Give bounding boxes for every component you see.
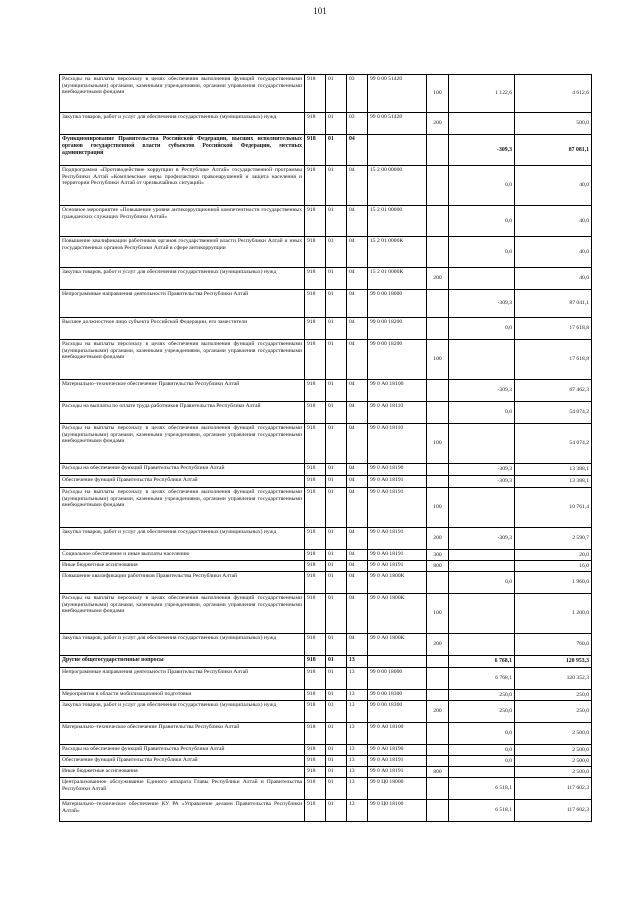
amount-total: 2 500,0 xyxy=(515,767,592,778)
row-name: Другие общегосударственные вопросы xyxy=(60,656,305,668)
target-article-code: 99 0 А0 18191 xyxy=(368,767,427,778)
amount-total: 17 618,8 xyxy=(515,340,592,380)
row-name: Повышение квалификации работников органов государственной власти Республики Алтай и иных государственных органов Республики Алтай в сфере антикоррупции xyxy=(60,237,305,268)
subsection-code: 04 xyxy=(347,528,368,550)
row-name: Материально–техническое обеспечение КУ РА «Управление делами Правительства Республики Алтай» xyxy=(60,800,305,822)
amount-total: 1 960,0 xyxy=(515,572,592,594)
expense-type-code: 100 xyxy=(427,75,449,113)
table-row xyxy=(60,561,592,572)
expense-type-code: 800 xyxy=(427,767,449,778)
subsection-code: 04 xyxy=(347,268,368,290)
subsection-code: 04 xyxy=(347,594,368,634)
row-name: Расходы на выплаты персоналу в целях обеспечения выполнения функций государственными (муниципальными) органами, казенными учреждениями, органами управления государственными внебюджетными фондами xyxy=(60,75,305,113)
target-article-code: 99 0 Ц0 18100 xyxy=(368,800,427,822)
page-number: 101 xyxy=(313,6,327,16)
table-row xyxy=(60,237,592,268)
target-article-code: 99 0 00 18200 xyxy=(368,318,427,340)
section-code: 01 xyxy=(326,237,347,268)
table-row xyxy=(60,594,592,634)
table-row xyxy=(60,380,592,402)
expense-type-code xyxy=(427,206,449,237)
target-article-code: 99 0 А0 18191 xyxy=(368,756,427,767)
amount-change: -309,3 xyxy=(449,135,515,166)
subsection-code: 04 xyxy=(347,380,368,402)
row-name: Расходы на выплаты персоналу в целях обеспечения выполнения функций государственными (муниципальными) органами, казенными учреждениями, органами управления государственными внебюджетными фондами xyxy=(60,424,305,464)
row-name: Иные бюджетные ассигнования xyxy=(60,767,305,778)
subsection-code: 04 xyxy=(347,237,368,268)
subsection-code: 04 xyxy=(347,464,368,476)
row-name: Социальное обеспечение и иные выплаты населению xyxy=(60,550,305,561)
amount-total: 16,0 xyxy=(515,561,592,572)
row-name: Непрограммные направления деятельности Правительства Республики Алтай xyxy=(60,668,305,690)
row-name: Расходы на обеспечение функций Правительства Республики Алтай xyxy=(60,745,305,756)
amount-total: 40,0 xyxy=(515,237,592,268)
table-row xyxy=(60,464,592,476)
table-row xyxy=(60,656,592,668)
subsection-code: 04 xyxy=(347,166,368,206)
ved-code: 918 xyxy=(305,75,326,113)
ved-code: 918 xyxy=(305,528,326,550)
expense-type-code xyxy=(427,745,449,756)
expense-type-code xyxy=(427,572,449,594)
row-name: Обеспечение функций Правительства Республики Алтай xyxy=(60,476,305,488)
ved-code: 918 xyxy=(305,634,326,656)
amount-total: 40,0 xyxy=(515,166,592,206)
ved-code: 918 xyxy=(305,424,326,464)
amount-change: 0,0 xyxy=(449,402,515,424)
row-name: Подпрограмма «Противодействие коррупции в Республике Алтай» государственной программы Республики Алтай «Комплексные меры профилактики правонарушений и защита населения и территории Республики Алтай от чрезвычайных ситуаций» xyxy=(60,166,305,206)
amount-total: 250,0 xyxy=(515,701,592,723)
target-article-code: 99 0 А0 18100 xyxy=(368,723,427,745)
expense-type-code xyxy=(427,135,449,166)
target-article-code: 99 0 А0 18110 xyxy=(368,424,427,464)
amount-change: 0,0 xyxy=(449,206,515,237)
target-article-code: 99 0 А0 1800К xyxy=(368,594,427,634)
amount-total: 2 500,0 xyxy=(515,756,592,767)
subsection-code: 04 xyxy=(347,634,368,656)
expense-type-code: 100 xyxy=(427,340,449,380)
ved-code: 918 xyxy=(305,464,326,476)
amount-total: 54 074,2 xyxy=(515,424,592,464)
expense-type-code xyxy=(427,476,449,488)
subsection-code: 04 xyxy=(347,572,368,594)
row-name: Закупка товаров, работ и услуг для обеспечения государственных (муниципальных) нужд xyxy=(60,113,305,135)
expense-type-code xyxy=(427,380,449,402)
amount-total: 87 041,1 xyxy=(515,290,592,318)
table-row xyxy=(60,634,592,656)
ved-code: 918 xyxy=(305,561,326,572)
target-article-code: 99 0 00 18300 xyxy=(368,701,427,723)
section-code: 01 xyxy=(326,778,347,800)
subsection-code: 04 xyxy=(347,135,368,166)
expense-type-code xyxy=(427,756,449,767)
table-row xyxy=(60,166,592,206)
subsection-code: 13 xyxy=(347,656,368,668)
target-article-code: 99 0 00 18000 xyxy=(368,290,427,318)
amount-change xyxy=(449,561,515,572)
target-article-code: 99 0 А0 18191 xyxy=(368,476,427,488)
ved-code: 918 xyxy=(305,476,326,488)
amount-total: 40,0 xyxy=(515,206,592,237)
section-code: 01 xyxy=(326,380,347,402)
ved-code: 918 xyxy=(305,268,326,290)
amount-total: 87 081,1 xyxy=(515,135,592,166)
ved-code: 918 xyxy=(305,290,326,318)
expense-type-code xyxy=(427,166,449,206)
table-row xyxy=(60,723,592,745)
row-name: Повышение квалификации работников Правительства Республики Алтай xyxy=(60,572,305,594)
ved-code: 918 xyxy=(305,701,326,723)
section-code: 01 xyxy=(326,476,347,488)
section-code: 01 xyxy=(326,668,347,690)
amount-change: 6 518,1 xyxy=(449,800,515,822)
ved-code: 918 xyxy=(305,572,326,594)
amount-total: 40,0 xyxy=(515,268,592,290)
expense-type-code xyxy=(427,800,449,822)
target-article-code: 99 0 А0 18190 xyxy=(368,464,427,476)
expense-type-code: 100 xyxy=(427,488,449,528)
target-article-code: 15 2 01 0000К xyxy=(368,268,427,290)
amount-change: 0,0 xyxy=(449,723,515,745)
amount-total: 120 953,3 xyxy=(515,656,592,668)
section-code: 01 xyxy=(326,690,347,701)
table-row xyxy=(60,402,592,424)
row-name: Иные бюджетные ассигнования xyxy=(60,561,305,572)
target-article-code: 15 2 01 0000К xyxy=(368,237,427,268)
amount-change: 0,0 xyxy=(449,745,515,756)
expense-type-code xyxy=(427,237,449,268)
expense-type-code: 800 xyxy=(427,561,449,572)
expense-type-code xyxy=(427,318,449,340)
expense-type-code: 200 xyxy=(427,528,449,550)
ved-code: 918 xyxy=(305,668,326,690)
amount-change xyxy=(449,268,515,290)
row-name: Высшее должностное лицо субъекта Российской Федерации, его заместители xyxy=(60,318,305,340)
target-article-code: 99 0 А0 18191 xyxy=(368,561,427,572)
expense-type-code: 200 xyxy=(427,113,449,135)
expense-type-code: 200 xyxy=(427,634,449,656)
ved-code: 918 xyxy=(305,778,326,800)
table-row xyxy=(60,767,592,778)
subsection-code: 04 xyxy=(347,206,368,237)
ved-code: 918 xyxy=(305,113,326,135)
amount-total: 20,0 xyxy=(515,550,592,561)
table-row xyxy=(60,668,592,690)
ved-code: 918 xyxy=(305,550,326,561)
section-code: 01 xyxy=(326,745,347,756)
table-row xyxy=(60,75,592,113)
subsection-code: 04 xyxy=(347,488,368,528)
ved-code: 918 xyxy=(305,206,326,237)
row-name: Расходы на выплаты персоналу в целях обеспечения выполнения функций государственными (муниципальными) органами, казенными учреждениями, органами управления государственными внебюджетными фондами xyxy=(60,340,305,380)
target-article-code: 99 0 А0 18191 xyxy=(368,550,427,561)
section-code: 01 xyxy=(326,634,347,656)
subsection-code: 04 xyxy=(347,318,368,340)
ved-code: 918 xyxy=(305,723,326,745)
subsection-code: 04 xyxy=(347,561,368,572)
amount-change: 0,0 xyxy=(449,756,515,767)
target-article-code: 99 0 00 51420 xyxy=(368,113,427,135)
section-code: 01 xyxy=(326,464,347,476)
table-row xyxy=(60,745,592,756)
amount-change: 6 768,1 xyxy=(449,668,515,690)
subsection-code: 13 xyxy=(347,723,368,745)
target-article-code: 99 0 00 51420 xyxy=(368,75,427,113)
row-name: Расходы на выплаты персоналу в целях обеспечения выполнения функций государственными (муниципальными) органами, казенными учреждениями, органами управления государственными внебюджетными фондами xyxy=(60,488,305,528)
subsection-code: 03 xyxy=(347,75,368,113)
subsection-code: 13 xyxy=(347,778,368,800)
amount-change xyxy=(449,767,515,778)
section-code: 01 xyxy=(326,767,347,778)
row-name: Закупка товаров, работ и услуг для обеспечения государственных (муниципальных) нужд xyxy=(60,528,305,550)
amount-total: 4 612,6 xyxy=(515,75,592,113)
table-row xyxy=(60,778,592,800)
subsection-code: 04 xyxy=(347,402,368,424)
amount-change: 0,0 xyxy=(449,318,515,340)
budget-table xyxy=(59,74,592,822)
section-code: 01 xyxy=(326,528,347,550)
amount-change xyxy=(449,340,515,380)
ved-code: 918 xyxy=(305,237,326,268)
subsection-code: 13 xyxy=(347,668,368,690)
ved-code: 918 xyxy=(305,318,326,340)
section-code: 01 xyxy=(326,656,347,668)
amount-change: 1 122,6 xyxy=(449,75,515,113)
target-article-code: 99 0 00 18300 xyxy=(368,690,427,701)
amount-change: 250,0 xyxy=(449,701,515,723)
section-code: 01 xyxy=(326,113,347,135)
table-row xyxy=(60,135,592,166)
ved-code: 918 xyxy=(305,756,326,767)
amount-change xyxy=(449,550,515,561)
ved-code: 918 xyxy=(305,690,326,701)
row-name: Обеспечение функций Правительства Республики Алтай xyxy=(60,756,305,767)
expense-type-code xyxy=(427,690,449,701)
subsection-code: 13 xyxy=(347,745,368,756)
table-row xyxy=(60,268,592,290)
expense-type-code: 300 xyxy=(427,550,449,561)
expense-type-code xyxy=(427,656,449,668)
amount-total: 120 352,3 xyxy=(515,668,592,690)
table-row xyxy=(60,690,592,701)
subsection-code: 03 xyxy=(347,113,368,135)
expense-type-code: 200 xyxy=(427,701,449,723)
row-name: Централизованное обслуживание Единого аппарата Главы Республики Алтай и Правительства Республики Алтай xyxy=(60,778,305,800)
table-row xyxy=(60,113,592,135)
ved-code: 918 xyxy=(305,488,326,528)
section-code: 01 xyxy=(326,340,347,380)
section-code: 01 xyxy=(326,206,347,237)
amount-change xyxy=(449,634,515,656)
ved-code: 918 xyxy=(305,656,326,668)
target-article-code: 15 2 00 00000 xyxy=(368,166,427,206)
table-row xyxy=(60,290,592,318)
amount-change xyxy=(449,488,515,528)
expense-type-code xyxy=(427,668,449,690)
row-name: Закупка товаров, работ и услуг для обеспечения государственных (муниципальных) нужд xyxy=(60,634,305,656)
amount-total: 17 618,8 xyxy=(515,318,592,340)
table-row xyxy=(60,424,592,464)
subsection-code: 04 xyxy=(347,476,368,488)
section-code: 01 xyxy=(326,268,347,290)
section-code: 01 xyxy=(326,402,347,424)
row-name: Расходы на выплаты персоналу в целях обеспечения выполнения функций государственными (муниципальными) органами, казенными учреждениями, органами управления государственными внебюджетными фондами xyxy=(60,594,305,634)
row-name: Закупка товаров, работ и услуг для обеспечения государственных (муниципальных) нужд xyxy=(60,701,305,723)
row-name: Непрограммные направления деятельности Правительства Республики Алтай xyxy=(60,290,305,318)
target-article-code: 99 0 00 18000 xyxy=(368,668,427,690)
amount-change: 0,0 xyxy=(449,572,515,594)
row-name: Закупка товаров, работ и услуг для обеспечения государственных (муниципальных) нужд xyxy=(60,268,305,290)
row-name: Материально–техническое обеспечение Правительства Республики Алтай xyxy=(60,723,305,745)
amount-change: 6 768,1 xyxy=(449,656,515,668)
expense-type-code xyxy=(427,778,449,800)
table-row xyxy=(60,800,592,822)
ved-code: 918 xyxy=(305,594,326,634)
target-article-code: 99 0 А0 18100 xyxy=(368,380,427,402)
target-article-code: 99 0 А0 18191 xyxy=(368,488,427,528)
ved-code: 918 xyxy=(305,402,326,424)
amount-total: 10 761,4 xyxy=(515,488,592,528)
expense-type-code: 100 xyxy=(427,594,449,634)
subsection-code: 13 xyxy=(347,767,368,778)
target-article-code: 15 2 01 00000 xyxy=(368,206,427,237)
target-article-code: 99 0 А0 18110 xyxy=(368,402,427,424)
amount-total: 2 500,0 xyxy=(515,745,592,756)
amount-change: -309,3 xyxy=(449,528,515,550)
table-row xyxy=(60,318,592,340)
amount-total: 250,0 xyxy=(515,690,592,701)
section-code: 01 xyxy=(326,723,347,745)
expense-type-code: 200 xyxy=(427,268,449,290)
target-article-code: 99 0 А0 1800К xyxy=(368,572,427,594)
ved-code: 918 xyxy=(305,767,326,778)
row-name: Функционирование Правительства Российской Федерации, высших исполнительных органов государственной власти субъектов Российской Федерации, местных администраций xyxy=(60,135,305,166)
expense-type-code xyxy=(427,290,449,318)
target-article-code xyxy=(368,656,427,668)
section-code: 01 xyxy=(326,800,347,822)
section-code: 01 xyxy=(326,488,347,528)
ved-code: 918 xyxy=(305,745,326,756)
expense-type-code: 100 xyxy=(427,424,449,464)
amount-change: -309,3 xyxy=(449,476,515,488)
section-code: 01 xyxy=(326,594,347,634)
table-row xyxy=(60,572,592,594)
table-row xyxy=(60,756,592,767)
subsection-code: 04 xyxy=(347,550,368,561)
amount-change: 0,0 xyxy=(449,166,515,206)
amount-total: 13 388,1 xyxy=(515,464,592,476)
section-code: 01 xyxy=(326,701,347,723)
amount-change xyxy=(449,594,515,634)
table-row xyxy=(60,550,592,561)
table-row xyxy=(60,701,592,723)
subsection-code: 13 xyxy=(347,701,368,723)
table-row xyxy=(60,528,592,550)
amount-change: -309,3 xyxy=(449,464,515,476)
row-name: Расходы на обеспечение функций Правительства Республики Алтай xyxy=(60,464,305,476)
amount-change xyxy=(449,113,515,135)
amount-total: 760,0 xyxy=(515,634,592,656)
target-article-code xyxy=(368,135,427,166)
expense-type-code xyxy=(427,464,449,476)
target-article-code: 99 0 00 18200 xyxy=(368,340,427,380)
ved-code: 918 xyxy=(305,380,326,402)
subsection-code: 13 xyxy=(347,690,368,701)
target-article-code: 99 0 А0 1800К xyxy=(368,634,427,656)
ved-code: 918 xyxy=(305,340,326,380)
amount-total: 54 074,2 xyxy=(515,402,592,424)
subsection-code: 04 xyxy=(347,290,368,318)
table-row xyxy=(60,488,592,528)
section-code: 01 xyxy=(326,166,347,206)
subsection-code: 04 xyxy=(347,424,368,464)
amount-total: 1 200,0 xyxy=(515,594,592,634)
amount-change: 0,0 xyxy=(449,237,515,268)
amount-change: 6 518,1 xyxy=(449,778,515,800)
row-name: Расходы на выплаты по оплате труда работников Правительства Республики Алтай xyxy=(60,402,305,424)
amount-total: 2 590,7 xyxy=(515,528,592,550)
section-code: 01 xyxy=(326,561,347,572)
target-article-code: 99 0 А0 18191 xyxy=(368,528,427,550)
section-code: 01 xyxy=(326,135,347,166)
table-row xyxy=(60,476,592,488)
section-code: 01 xyxy=(326,550,347,561)
row-name: Материально–техническое обеспечение Правительства Республики Алтай xyxy=(60,380,305,402)
expense-type-code xyxy=(427,723,449,745)
subsection-code: 13 xyxy=(347,756,368,767)
ved-code: 918 xyxy=(305,800,326,822)
ved-code: 918 xyxy=(305,166,326,206)
subsection-code: 04 xyxy=(347,340,368,380)
section-code: 01 xyxy=(326,756,347,767)
table-row xyxy=(60,340,592,380)
table-row xyxy=(60,206,592,237)
section-code: 01 xyxy=(326,572,347,594)
amount-change: -309,3 xyxy=(449,290,515,318)
section-code: 01 xyxy=(326,75,347,113)
amount-total: 117 602,3 xyxy=(515,778,592,800)
amount-total: 13 388,1 xyxy=(515,476,592,488)
amount-total: 67 462,3 xyxy=(515,380,592,402)
amount-total: 2 500,0 xyxy=(515,723,592,745)
amount-change xyxy=(449,424,515,464)
target-article-code: 99 0 А0 18190 xyxy=(368,745,427,756)
subsection-code: 13 xyxy=(347,800,368,822)
amount-total: 500,0 xyxy=(515,113,592,135)
row-name: Мероприятия в области мобилизационной подготовки xyxy=(60,690,305,701)
target-article-code: 99 0 Ц0 18000 xyxy=(368,778,427,800)
amount-change: 250,0 xyxy=(449,690,515,701)
expense-type-code xyxy=(427,402,449,424)
section-code: 01 xyxy=(326,424,347,464)
section-code: 01 xyxy=(326,290,347,318)
amount-change: -309,3 xyxy=(449,380,515,402)
row-name: Основное мероприятие «Повышение уровня антикоррупционной компетентности государственных гражданских служащих Республики Алтай» xyxy=(60,206,305,237)
amount-total: 117 602,3 xyxy=(515,800,592,822)
ved-code: 918 xyxy=(305,135,326,166)
section-code: 01 xyxy=(326,318,347,340)
